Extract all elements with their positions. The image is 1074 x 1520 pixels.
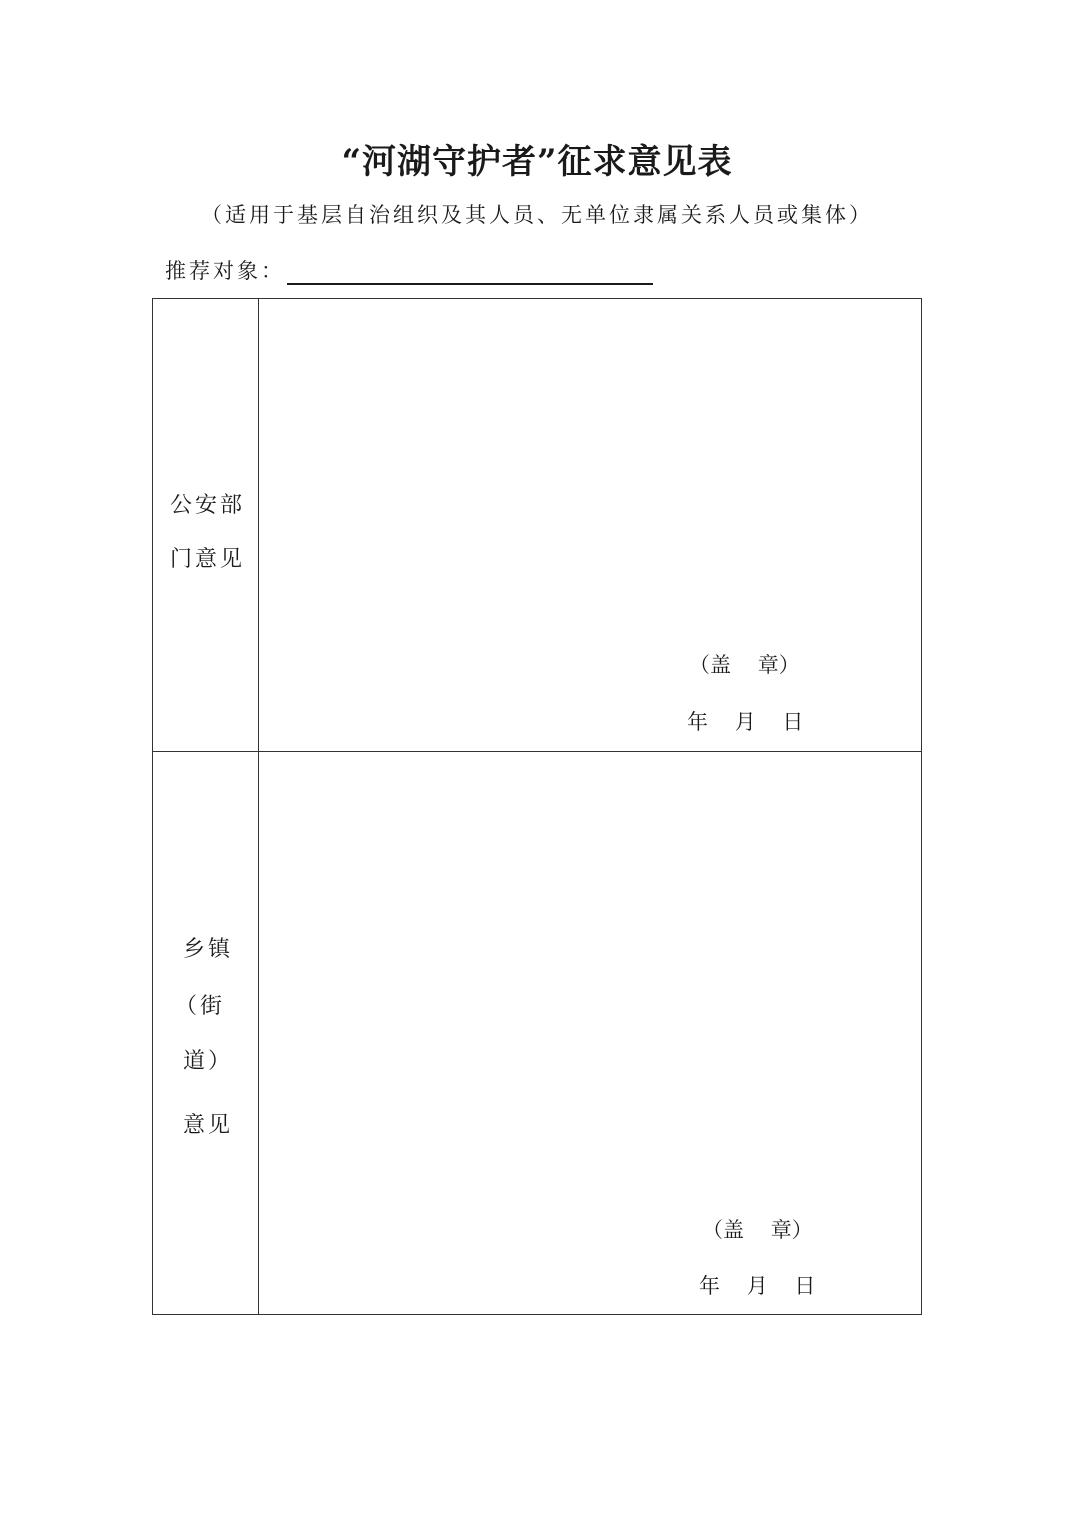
township-opinion-label-cell — [153, 752, 259, 1314]
police-opinion-label-line-1: 公安部 — [170, 493, 246, 518]
township-date-text: 年 月 日 — [699, 1274, 816, 1298]
police-opinion-label-line-2: 门意见 — [170, 547, 246, 572]
township-opinion-row — [153, 751, 921, 1314]
township-opinion-content[interactable] — [259, 752, 921, 1314]
police-seal-text: （盖 章） — [689, 653, 800, 677]
township-seal-text: （盖 章） — [702, 1218, 813, 1242]
police-date-text: 年 月 日 — [687, 710, 804, 734]
township-opinion-label-line-2: （街 — [175, 994, 226, 1019]
police-opinion-label-cell — [153, 299, 259, 751]
township-opinion-label-line-3: 道） — [183, 1049, 234, 1074]
opinion-table — [152, 298, 922, 1315]
police-opinion-row — [153, 299, 921, 751]
form-subtitle: （适用于基层自治组织及其人员、无单位隶属关系人员或集体） — [201, 203, 873, 227]
township-opinion-label-line-4: 意见 — [183, 1113, 234, 1138]
recommended-target-row — [165, 255, 653, 285]
recommended-target-field[interactable] — [287, 259, 653, 285]
recommended-target-label: 推荐对象： — [165, 259, 285, 283]
form-title: “河湖守护者”征求意见表 — [341, 142, 733, 182]
police-opinion-content[interactable] — [259, 299, 921, 751]
township-opinion-label-line-1: 乡镇 — [183, 937, 234, 962]
